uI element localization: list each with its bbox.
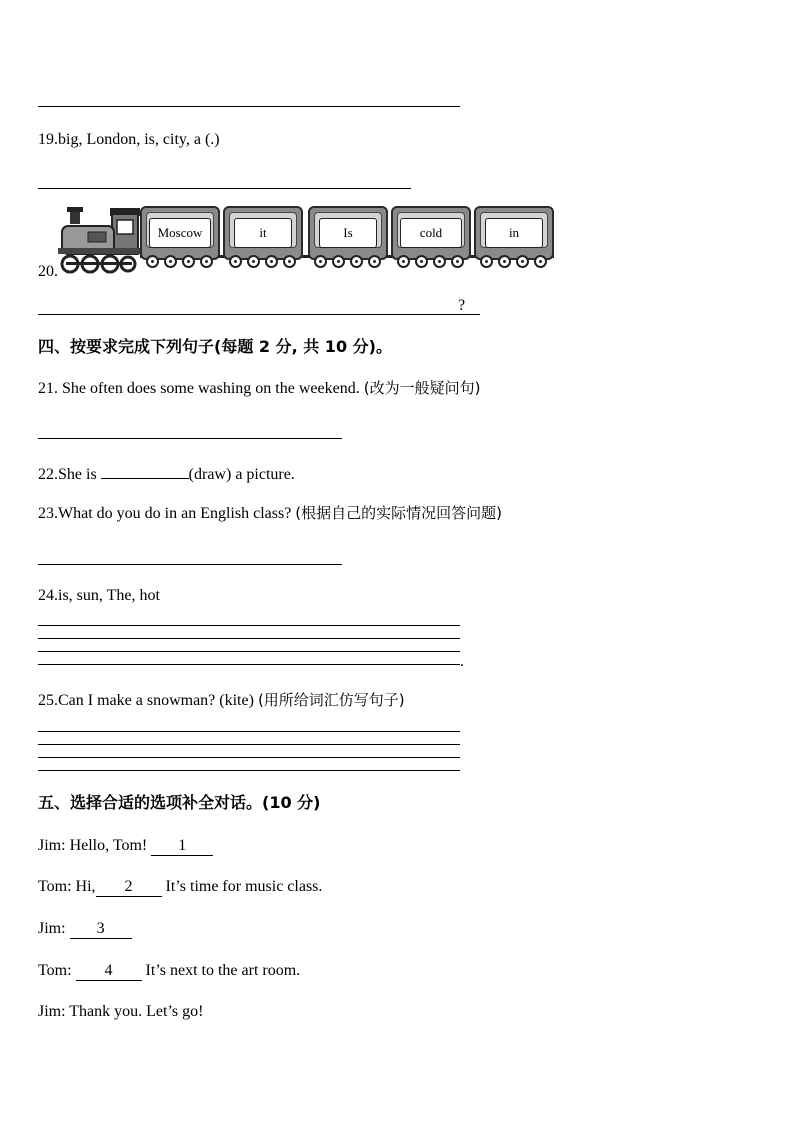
question-20-end-mark: ? xyxy=(458,297,466,314)
answer-line[interactable] xyxy=(38,106,460,107)
locomotive-icon xyxy=(58,204,142,276)
answer-line-23[interactable] xyxy=(38,564,342,565)
writing-line-25-1[interactable] xyxy=(38,731,460,732)
dialog-blank-3[interactable]: 3 xyxy=(70,920,132,939)
dialog-post: It’s next to the art room. xyxy=(145,962,301,979)
question-22-blank[interactable] xyxy=(101,462,189,479)
dialog-speaker: Tom: xyxy=(38,962,72,979)
dialog-pre: Hello, Tom! xyxy=(69,837,148,854)
question-23 xyxy=(38,503,502,524)
train-car-1[interactable] xyxy=(140,206,220,260)
question-22-before: 22.She is xyxy=(38,466,101,483)
question-21-text: 21. She often does some washing on the weekend. xyxy=(38,380,360,397)
dialog-pre: Thank you. Let’s go! xyxy=(69,1003,204,1020)
question-25 xyxy=(38,690,405,711)
writing-line-24-3[interactable] xyxy=(38,651,460,652)
dialog-blank-1[interactable]: 1 xyxy=(151,837,213,856)
train-car-2[interactable] xyxy=(223,206,303,260)
dialog-line-2 xyxy=(38,877,322,897)
dialog-speaker: Jim: xyxy=(38,920,66,937)
dialog-line-4 xyxy=(38,961,300,981)
car-word-2: it xyxy=(234,218,292,248)
question-25-text: 25.Can I make a snowman? (kite) xyxy=(38,692,254,709)
question-24-end-mark: . xyxy=(460,653,464,670)
section-4-title: 四、按要求完成下列句子(每题 2 分, 共 10 分)。 xyxy=(38,337,392,356)
dialog-speaker: Tom: xyxy=(38,878,72,895)
dialog-pre: Hi, xyxy=(75,878,96,895)
question-25-note: (用所给词汇仿写句子) xyxy=(257,691,405,709)
car-word-4: cold xyxy=(400,218,462,248)
writing-line-25-3[interactable] xyxy=(38,757,460,758)
dialog-speaker: Jim: xyxy=(38,837,66,854)
question-20-number: 20. xyxy=(38,263,58,280)
writing-line-24-1[interactable] xyxy=(38,625,460,626)
answer-line-20[interactable] xyxy=(38,314,480,315)
question-23-text: 23.What do you do in an English class? xyxy=(38,505,292,522)
train-car-3[interactable] xyxy=(308,206,388,260)
dialog-line-1 xyxy=(38,836,213,856)
train-car-4[interactable] xyxy=(391,206,471,260)
train-car-5[interactable] xyxy=(474,206,554,260)
dialog-line-5 xyxy=(38,1002,203,1022)
writing-line-25-2[interactable] xyxy=(38,744,460,745)
question-23-note: (根据自己的实际情况回答问题) xyxy=(295,504,503,522)
question-21-note: (改为一般疑问句) xyxy=(363,379,481,397)
question-19: 19.big, London, is, city, a (.) xyxy=(38,131,220,148)
answer-line-19[interactable] xyxy=(38,188,411,189)
section-5-title: 五、选择合适的选项补全对话。(10 分) xyxy=(38,793,321,812)
dialog-speaker: Jim: xyxy=(38,1003,66,1020)
writing-line-24-4[interactable] xyxy=(38,664,460,665)
question-24: 24.is, sun, The, hot xyxy=(38,587,160,604)
car-word-5: in xyxy=(485,218,543,248)
dialog-line-3 xyxy=(38,919,132,939)
car-word-1: Moscow xyxy=(149,218,211,248)
answer-line-21[interactable] xyxy=(38,438,342,439)
question-22-after: (draw) a picture. xyxy=(188,466,295,483)
dialog-blank-4[interactable]: 4 xyxy=(76,962,142,981)
question-21 xyxy=(38,378,480,399)
car-word-3: Is xyxy=(319,218,377,248)
dialog-post: It’s time for music class. xyxy=(165,878,323,895)
question-22 xyxy=(38,462,295,485)
writing-line-24-2[interactable] xyxy=(38,638,460,639)
writing-line-25-4[interactable] xyxy=(38,770,460,771)
dialog-blank-2[interactable]: 2 xyxy=(96,878,162,897)
